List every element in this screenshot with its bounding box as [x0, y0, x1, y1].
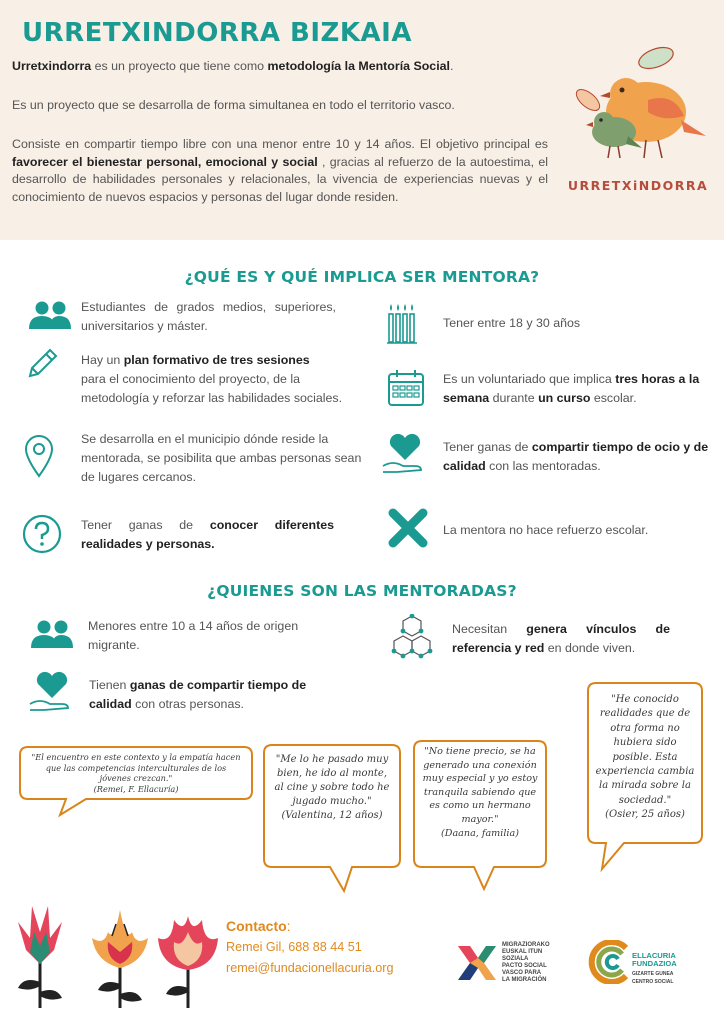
- quote-2-text: "Me lo he pasado muy bien, he ido al monte, al cine y sobre todo he jugado mucho.": [274, 754, 390, 807]
- contact-email-link[interactable]: remei@fundacionellacuria.org: [226, 961, 394, 975]
- location-pin-icon: [24, 434, 54, 478]
- mentora-item-leisure: Tener ganas de compartir tiempo de ocio y de calidad con las mentoradas.: [443, 440, 709, 473]
- mentora-item-hours: Es un voluntariado que implica tres horas a la semana durante un curso escolar.: [443, 372, 700, 405]
- quote-bubble-4: [584, 679, 706, 875]
- mentora-item-age: Tener entre 18 y 30 años: [443, 316, 581, 330]
- calendar-icon: [386, 368, 426, 408]
- quote-1-author: (Remei, F. Ellacuría): [93, 783, 179, 794]
- page-title: URRETXINDORRA BIZKAIA: [22, 18, 412, 48]
- candles-icon: [387, 302, 417, 344]
- heart-hand-icon: [28, 668, 78, 714]
- mentorada-item-age: Menores entre 10 a 14 años de origen migrante.: [88, 619, 299, 652]
- mentora-item-location: Se desarrolla en el municipio dónde reside la mentorada, se posibilita que ambas personas sean de lugares cercanos.: [81, 432, 362, 484]
- mentora-item-students: Estudiantes de grados medios, superiores, universitarios y máster.: [81, 300, 336, 333]
- mentorada-item-quality-time: Tienen ganas de compartir tiempo de calidad con otras personas.: [89, 678, 307, 711]
- network-icon: [390, 614, 434, 668]
- quote-bubble-1: [16, 743, 256, 819]
- question-icon: [21, 513, 63, 555]
- cross-icon: [388, 508, 428, 548]
- pacto-social-logo-icon: [456, 944, 498, 982]
- quote-1-text: "El encuentro en este contexto y la empatía hacen que las competencias interculturales de los jóvenes crezcan.": [31, 752, 241, 783]
- quote-bubble-2: [260, 741, 404, 896]
- bird-logo-icon: [566, 40, 712, 200]
- contact-title: Contacto:: [226, 918, 291, 934]
- quote-bubble-3: [410, 737, 550, 892]
- contact-phone[interactable]: Remei Gil, 688 88 44 51: [226, 940, 362, 954]
- people-icon: [28, 300, 72, 330]
- quote-4-text: "He conocido realidades que de otra forma no hubiera sido posible. Esta experiencia cambia la mirada sobre la sociedad.": [595, 694, 695, 806]
- pencil-icon: [24, 346, 60, 382]
- section-title-mentoradas: ¿QUIENES SON LAS MENTORADAS?: [207, 582, 517, 600]
- quote-3-text: "No tiene precio, se ha generado una conexión muy especial y yo estoy tranquila sabiendo que es como un hermano mayor.": [422, 746, 538, 825]
- partner-ellacuria-text: ELLACURIA FUNDAZIOA GIZARTE GUNEA CENTRO SOCIAL: [632, 951, 677, 986]
- section-title-mentora: ¿QUÉ ES Y QUÉ IMPLICA SER MENTORA?: [184, 268, 540, 286]
- intro-paragraph-3: Consiste en compartir tiempo libre con una menor entre 10 y 14 años. El objetivo principal es favorecer el bienestar personal, emocional y social , gracias al refuerzo de la autoestima, el desarrollo de habilidades personales y relacionales, la vivencia de experiencias nuevas y el conocimiento de nuevos espacios y personas del lugar donde residen.: [12, 137, 548, 204]
- quote-3-author: (Daana, familia): [441, 827, 519, 839]
- mentora-item-realities: Tener ganas de conocer diferentes realidades y personas.: [81, 518, 334, 551]
- partner-pacto-social-text: MIGRAZIORAKO EUSKAL ITUN SOZIALA PACTO SOCIAL VASCO PARA LA MIGRACIÓN: [502, 942, 550, 983]
- intro-paragraph-2: Es un proyecto que se desarrolla de forma simultanea en todo el territorio vasco.: [12, 98, 455, 112]
- quote-2-author: (Valentina, 12 años): [281, 810, 383, 821]
- people-icon: [30, 619, 74, 649]
- mentora-item-no-tutoring: La mentora no hace refuerzo escolar.: [443, 523, 649, 537]
- mentora-item-training: Hay un plan formativo de tres sesiones para el conocimiento del proyecto, de la metodología y reforzar las habilidades sociales.: [81, 353, 343, 405]
- quote-4-author: (Osier, 25 años): [605, 809, 685, 821]
- ellacuria-logo-icon: [586, 940, 630, 984]
- heart-hand-icon: [381, 430, 431, 476]
- mentorada-item-network: Necesitan genera vínculos de referencia y red en donde viven.: [452, 622, 670, 655]
- intro-paragraph-1: Urretxindorra es un proyecto que tiene como metodología la Mentoría Social.: [12, 59, 454, 73]
- decorative-flowers-icon: [8, 902, 220, 1010]
- logo-wordmark: URRETXiNDORRA: [567, 178, 709, 193]
